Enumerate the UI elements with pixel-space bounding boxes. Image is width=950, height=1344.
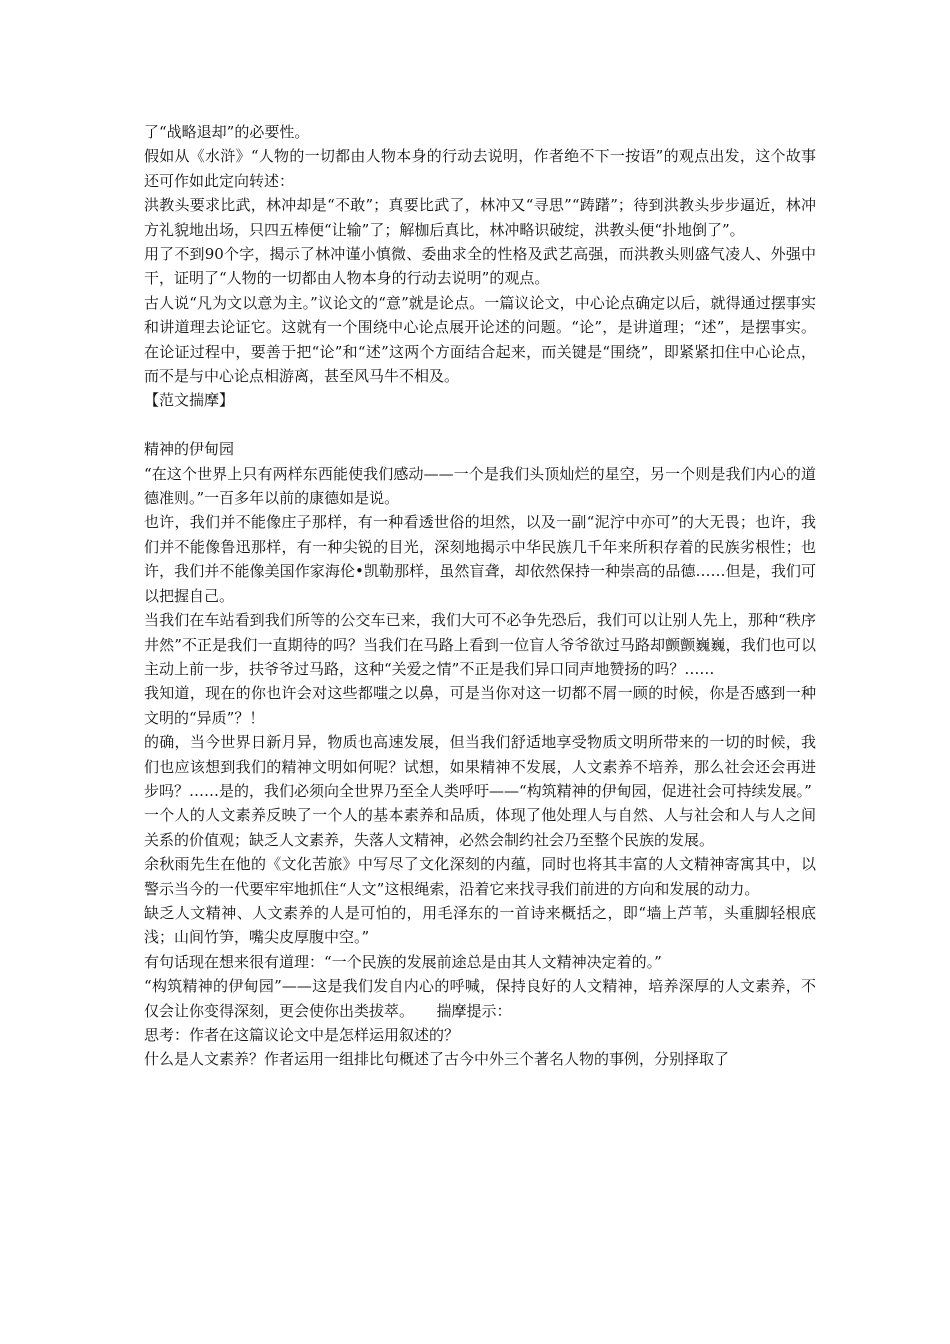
paragraph-90-characters: 用了不到90个字，揭示了林冲谨小慎微、委曲求全的性格及武艺高强，而洪教头则盛气凌人、外强中干，证明了“人物的一切都由人物本身的行动去说明”的观点。 — [144, 245, 816, 288]
document-page — [144, 120, 816, 1072]
blank-line — [144, 413, 816, 437]
paragraph-hong-lin-duel: 洪教头要求比武，林冲却是“不敢”；真要比武了，林冲又“寻思”“踌躇”；待到洪教头步步逼近，林冲方礼貌地出场，只四五棒便“让输”了；解枷后真比，林冲略识破绽，洪教头便“扑地倒了”。 — [144, 196, 816, 239]
essay-paragraph-i-know: 我知道，现在的你也许会对这些都嗤之以鼻，可是当你对这一切都不屑一顾的时候，你是否感到一种文明的“异质”？！ — [144, 684, 816, 727]
paragraph-argument-theory: 古人说“凡为文以意为主。”议论文的“意”就是论点。一篇议论文，中心论点确定以后，就得通过摆事实和讲道理去论证它。这就有一个围绕中心论点展开论述的问题。“论”，是讲道理；“述”，是摆事实。在论证过程中，要善于把“论”和“述”这两个方面结合起来，而关键是“围绕”，即紧紧扣住中心论点，而不是与中心论点相游离，甚至风马牛不相及。 — [144, 293, 816, 386]
essay-paragraph-kant: “在这个世界上只有两样东西能使我们感动——一个是我们头顶灿烂的星空，另一个则是我们内心的道德准则。”一百多年以前的康德如是说。 — [144, 464, 816, 508]
essay-paragraph-saying: 有句话现在想来很有道理：“一个民族的发展前途总是由其人文精神决定着的。” — [144, 952, 662, 971]
section-heading-model-essay: 【范文揣摩】 — [144, 391, 235, 410]
paragraph-strategic-retreat: 了“战略退却”的必要性。 — [144, 123, 310, 141]
essay-title: 精神的伊甸园 — [144, 440, 235, 459]
essay-paragraph-yu-qiuyu: 余秋雨先生在他的《文化苦旅》中写尽了文化深刻的内蕴，同时也将其丰富的人文精神寄寓其中，以警示当今的一代要牢牢地抓住“人文”这根绳索，沿着它来找寻我们前进的方向和发展的动力。 — [144, 855, 816, 898]
essay-paragraph-conclusion: “构筑精神的伊甸园”——这是我们发自内心的呼喊，保持良好的人文精神，培养深厚的人文素养，不仅会让你变得深刻，更会使你出类拔萃。 揣摩提示： — [144, 977, 816, 1020]
paragraph-shuihu-premise: 假如从《水浒》“人物的一切都由人物本身的行动去说明，作者绝不下一按语”的观点出发，这个故事还可作如此定向转述： — [144, 147, 816, 190]
essay-paragraph-mao-poem: 缺乏人文精神、人文素养的人是可怕的，用毛泽东的一首诗来概括之，即“墙上芦苇，头重脚轻根底浅；山间竹笋，嘴尖皮厚腹中空。” — [144, 903, 816, 947]
essay-paragraph-perhaps: 也许，我们并不能像庄子那样，有一种看透世俗的坦然，以及一副“泥泞中亦可”的大无畏；也许，我们并不能像鲁迅那样，有一种尖锐的目光，深刻地揭示中华民族几千年来所积存着的民族劣根性；也许，我们并不能像美国作家海伦•凯勒那样，虽然盲聋，却依然保持一种崇高的品德……但是，我们可以把握自己。 — [144, 513, 816, 605]
essay-answer: 什么是人文素养？作者运用一组排比句概述了古今中外三个著名人物的事例，分别择取了 — [144, 1050, 730, 1069]
essay-paragraph-indeed: 的确，当今世界日新月异，物质也高速发展，但当我们舒适地享受物质文明所带来的一切的时候，我们也应该想到我们的精神文明如何呢？试想，如果精神不发展，人文素养不培养，那么社会还会再进步吗？……是的，我们必须向全世界乃至全人类呼吁——“构筑精神的伊甸园，促进社会可持续发展。” — [144, 733, 816, 800]
essay-paragraph-bus-station: 当我们在车站看到我们所等的公交车已来，我们大可不必争先恐后，我们可以让别人先上，那种“秩序井然”不正是我们一直期待的吗？当我们在马路上看到一位盲人爷爷欲过马路却颤颤巍巍，我们也可以主动上前一步，扶爷爷过马路，这种“关爱之情”不正是我们异口同声地赞扬的吗？…… — [144, 611, 816, 678]
essay-question: 思考：作者在这篇议论文中是怎样运用叙述的？ — [144, 1026, 460, 1045]
essay-paragraph-humanistic-quality: 一个人的人文素养反映了一个人的基本素养和品质，体现了他处理人与自然、人与社会和人与人之间关系的价值观；缺乏人文素养，失落人文精神，必然会制约社会乃至整个民族的发展。 — [144, 806, 816, 849]
